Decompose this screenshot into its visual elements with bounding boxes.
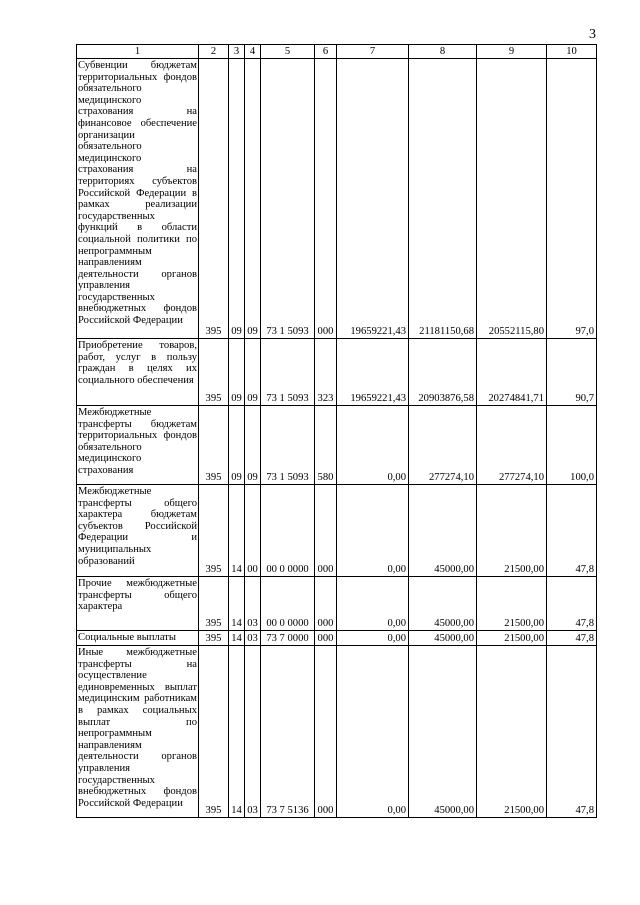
table-row [77, 406, 597, 485]
cell-subsection: 00 [245, 485, 261, 577]
cell-amount-8: 45000,00 [409, 485, 477, 577]
cell-amount-9: 21500,00 [477, 485, 547, 577]
cell-amount-7: 0,00 [337, 406, 409, 485]
row-name: Межбюджетные трансферты общего характера бюджетам субъектов Российской Федерации и муниципальных образований [77, 485, 199, 577]
cell-admin-code: 395 [199, 406, 229, 485]
cell-target-article: 73 1 5093 [261, 339, 315, 406]
cell-target-article: 73 1 5093 [261, 59, 315, 339]
cell-admin-code: 395 [199, 339, 229, 406]
cell-amount-8: 45000,00 [409, 577, 477, 631]
cell-amount-9: 277274,10 [477, 406, 547, 485]
column-header: 4 [245, 45, 261, 59]
cell-amount-7: 19659221,43 [337, 59, 409, 339]
cell-amount-7: 0,00 [337, 485, 409, 577]
row-name: Межбюджетные трансферты бюджетам территориальных фондов обязательного медицинского страхования [77, 406, 199, 485]
cell-section: 14 [229, 631, 245, 646]
column-header: 9 [477, 45, 547, 59]
row-name: Приобретение товаров, работ, услуг в пользу граждан в целях их социального обеспечения [77, 339, 199, 406]
page-number: 3 [589, 27, 596, 42]
cell-target-article: 00 0 0000 [261, 577, 315, 631]
column-header: 1 [77, 45, 199, 59]
cell-target-article: 73 7 0000 [261, 631, 315, 646]
cell-admin-code: 395 [199, 577, 229, 631]
cell-amount-9: 21500,00 [477, 577, 547, 631]
cell-expense-type: 000 [315, 485, 337, 577]
cell-section: 14 [229, 646, 245, 818]
cell-expense-type: 580 [315, 406, 337, 485]
cell-amount-8: 21181150,68 [409, 59, 477, 339]
cell-subsection: 09 [245, 339, 261, 406]
cell-expense-type: 000 [315, 577, 337, 631]
cell-percent: 97,0 [547, 59, 597, 339]
cell-admin-code: 395 [199, 485, 229, 577]
cell-section: 14 [229, 577, 245, 631]
cell-subsection: 09 [245, 59, 261, 339]
column-header: 5 [261, 45, 315, 59]
cell-expense-type: 000 [315, 646, 337, 818]
cell-target-article: 00 0 0000 [261, 485, 315, 577]
cell-percent: 47,8 [547, 631, 597, 646]
table-row [77, 339, 597, 406]
cell-section: 14 [229, 485, 245, 577]
cell-percent: 100,0 [547, 406, 597, 485]
column-header: 7 [337, 45, 409, 59]
cell-amount-7: 0,00 [337, 631, 409, 646]
cell-percent: 47,8 [547, 485, 597, 577]
cell-amount-8: 20903876,58 [409, 339, 477, 406]
cell-target-article: 73 7 5136 [261, 646, 315, 818]
cell-admin-code: 395 [199, 59, 229, 339]
cell-amount-9: 20274841,71 [477, 339, 547, 406]
cell-percent: 47,8 [547, 577, 597, 631]
cell-section: 09 [229, 339, 245, 406]
cell-subsection: 03 [245, 631, 261, 646]
cell-admin-code: 395 [199, 646, 229, 818]
column-header: 8 [409, 45, 477, 59]
row-name: Иные межбюджетные трансферты на осуществление единовременных выплат медицинским работникам в рамках социальных выплат по непрограммным направлениям деятельности органов управления государственных внебюджетных фондов Российской Федерации [77, 646, 199, 818]
cell-amount-8: 45000,00 [409, 631, 477, 646]
table-row [77, 59, 597, 339]
row-name: Субвенции бюджетам территориальных фондов обязательного медицинского страхования на финансовое обеспечение организации обязательного медицинского страхования на территориях субъектов Российской Федерации в рамках реализации государственных функций в области социальной политики по непрограммным направлениям деятельности органов управления государственных внебюджетных фондов Российской Федерации [77, 59, 199, 339]
row-name: Прочие межбюджетные трансферты общего характера [77, 577, 199, 631]
cell-section: 09 [229, 59, 245, 339]
column-header: 6 [315, 45, 337, 59]
column-header: 3 [229, 45, 245, 59]
cell-amount-7: 0,00 [337, 577, 409, 631]
table-row [77, 577, 597, 631]
cell-amount-7: 0,00 [337, 646, 409, 818]
table-row [77, 646, 597, 818]
table-row [77, 631, 597, 646]
cell-target-article: 73 1 5093 [261, 406, 315, 485]
cell-amount-7: 19659221,43 [337, 339, 409, 406]
column-header: 10 [547, 45, 597, 59]
cell-admin-code: 395 [199, 631, 229, 646]
row-name: Социальные выплаты [77, 631, 199, 646]
cell-expense-type: 000 [315, 631, 337, 646]
cell-amount-8: 277274,10 [409, 406, 477, 485]
cell-subsection: 03 [245, 646, 261, 818]
cell-percent: 47,8 [547, 646, 597, 818]
column-header: 2 [199, 45, 229, 59]
table-row [77, 485, 597, 577]
cell-subsection: 09 [245, 406, 261, 485]
budget-table [76, 44, 597, 818]
cell-subsection: 03 [245, 577, 261, 631]
cell-expense-type: 000 [315, 59, 337, 339]
cell-amount-8: 45000,00 [409, 646, 477, 818]
cell-expense-type: 323 [315, 339, 337, 406]
cell-percent: 90,7 [547, 339, 597, 406]
header-row [77, 45, 597, 59]
cell-section: 09 [229, 406, 245, 485]
cell-amount-9: 21500,00 [477, 646, 547, 818]
cell-amount-9: 20552115,80 [477, 59, 547, 339]
cell-amount-9: 21500,00 [477, 631, 547, 646]
